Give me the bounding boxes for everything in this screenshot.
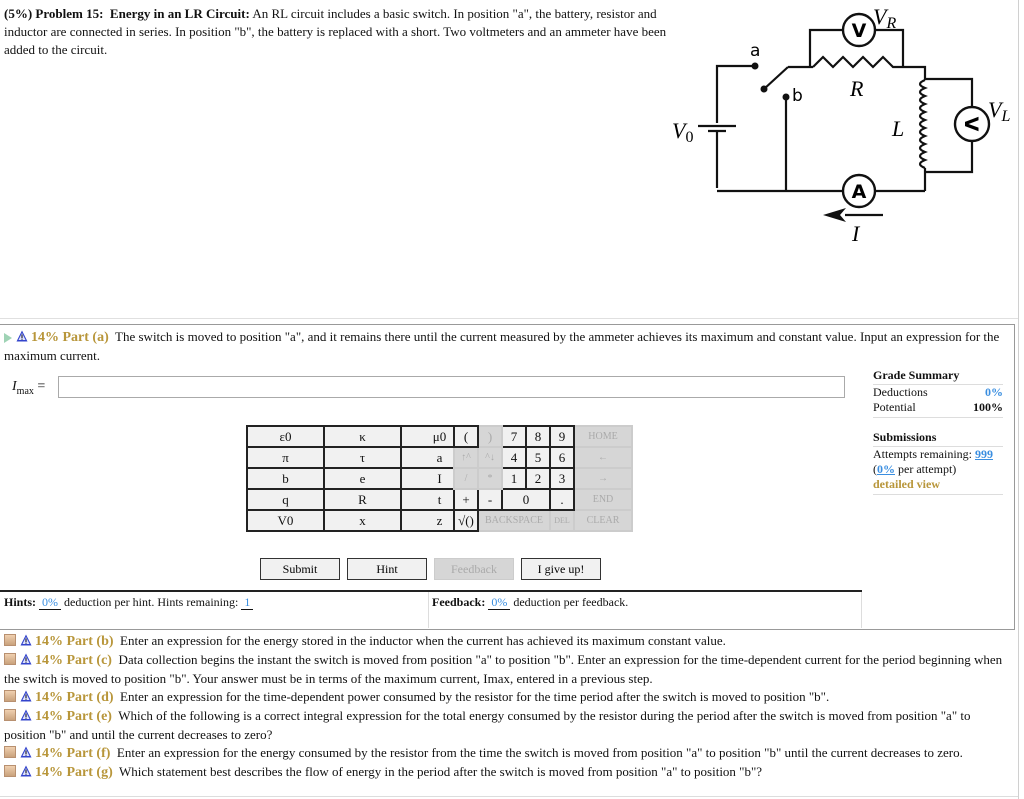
key-i[interactable]: I	[401, 468, 478, 489]
problem-statement	[4, 5, 674, 59]
hint-button[interactable]: Hint	[347, 558, 427, 580]
key-epsilon0[interactable]: ε0	[247, 426, 324, 447]
key-1[interactable]: 1	[502, 468, 526, 489]
part-c[interactable]: 14% Part (c) Data collection begins the instant the switch is moved from position "a" to position "b". Enter an expression for the time-dependent current for the period beginning when the switch is moved to position "b". Your answer must be in terms of the maximum current, Imax, entered in a previous step.	[4, 652, 1003, 686]
part-a-header	[4, 328, 1004, 365]
collapsed-box-icon	[4, 634, 16, 646]
page-scroll-edge	[1018, 0, 1019, 799]
answer-label: $I_{max}$ =	[12, 379, 46, 397]
key-t[interactable]: t	[401, 489, 478, 510]
key-mu0[interactable]: μ0	[401, 426, 478, 447]
attempts-label: Attempts remaining:	[873, 447, 972, 461]
per-attempt-link[interactable]: 0%	[877, 462, 895, 476]
hints-remaining-link[interactable]: 1	[241, 595, 253, 610]
answer-input[interactable]	[58, 376, 845, 398]
key-superscript-down[interactable]: ^↓	[478, 447, 502, 468]
part-g[interactable]: 14% Part (g) Which statement best describes the flow of energy in the period after the switch is moved from position "a" to position "b"?	[4, 763, 1012, 782]
part-e[interactable]: 14% Part (e) Which of the following is a correct integral expression for the total energy consumed by the resistor during the period after the switch is moved from position "a" to position "b" and until the current decreases to zero?	[4, 708, 971, 742]
collapsed-box-icon	[4, 746, 16, 758]
key-pi[interactable]: π	[247, 447, 324, 468]
divider	[0, 318, 1018, 319]
ammeter-icon	[843, 175, 875, 207]
problem-weight: (5%)	[4, 6, 33, 21]
deductions-label: Deductions	[873, 385, 928, 399]
hints-info: Hints: 0% deduction per hint. Hints remaining: 1	[4, 595, 253, 610]
label-l: L	[892, 116, 905, 141]
part-a-text: The switch is moved to position "a", and it remains there until the current measured by the ammeter achieves its maximum and constant value. Input an expression for the maximum current.	[4, 329, 1000, 363]
label-v0: V0	[672, 118, 694, 146]
key-decimal[interactable]: .	[550, 489, 574, 510]
key-b[interactable]: b	[247, 468, 324, 489]
key-0[interactable]: 0	[502, 489, 550, 510]
voltmeter-l-icon	[955, 107, 989, 141]
warning-icon	[20, 709, 32, 721]
key-r[interactable]: R	[324, 489, 401, 510]
terminal-a	[752, 63, 759, 70]
key-del[interactable]: DEL	[550, 510, 574, 531]
part-f[interactable]: 14% Part (f) Enter an expression for the energy consumed by the resistor from the time the switch is moved from position "a" to position "b" until the current decreases to zero.	[4, 744, 1012, 763]
collapsed-box-icon	[4, 690, 16, 702]
variable-keypad	[246, 425, 479, 532]
warning-icon	[20, 765, 32, 777]
warning-icon	[20, 746, 32, 758]
part-b[interactable]: 14% Part (b) Enter an expression for the energy stored in the inductor when the current has achieved its maximum constant value.	[4, 632, 1012, 651]
svg-text:V: V	[851, 20, 867, 42]
submissions-title: Submissions	[873, 430, 1003, 447]
key-kappa[interactable]: κ	[324, 426, 401, 447]
warning-icon	[16, 330, 28, 342]
key-7[interactable]: 7	[502, 426, 526, 447]
action-buttons	[260, 558, 601, 580]
label-a: a	[750, 41, 761, 61]
terminal-b	[783, 94, 790, 101]
switch-pivot	[761, 86, 768, 93]
feedback-info: Feedback: 0% deduction per feedback.	[432, 595, 629, 609]
collapsed-box-icon	[4, 653, 16, 665]
key-clear[interactable]: CLEAR	[574, 510, 632, 531]
label-vr: VR	[873, 4, 897, 32]
key-home[interactable]: HOME	[574, 426, 632, 447]
key-a[interactable]: a	[401, 447, 478, 468]
key-5[interactable]: 5	[526, 447, 550, 468]
svg-text:V: V	[960, 116, 982, 132]
hint-deduction-link[interactable]: 0%	[39, 595, 61, 610]
detailed-view-link[interactable]: detailed view	[873, 477, 940, 491]
key-backspace[interactable]: BACKSPACE	[478, 510, 550, 531]
submit-button[interactable]: Submit	[260, 558, 340, 580]
key-4[interactable]: 4	[502, 447, 526, 468]
key-9[interactable]: 9	[550, 426, 574, 447]
hints-divider	[0, 590, 862, 592]
key-multiply[interactable]: *	[478, 468, 502, 489]
current-arrow-icon	[823, 208, 846, 222]
collapsed-box-icon	[4, 765, 16, 777]
key-sqrt[interactable]: √()	[454, 510, 478, 531]
collapsed-box-icon	[4, 709, 16, 721]
key-6[interactable]: 6	[550, 447, 574, 468]
key-x[interactable]: x	[324, 510, 401, 531]
key-tau[interactable]: τ	[324, 447, 401, 468]
potential-label: Potential	[873, 400, 916, 414]
part-a-percent: 14% Part (a)	[31, 330, 109, 345]
warning-icon	[20, 653, 32, 665]
potential-value: 100%	[973, 400, 1003, 414]
grade-summary: Grade Summary Deductions 0% Potential 100% Submissions Attempts remaining: 999 (0% per attempt) detailed view	[873, 368, 1003, 495]
grade-summary-title: Grade Summary	[873, 368, 1003, 385]
key-end[interactable]: END	[574, 489, 632, 510]
feedback-deduction-link[interactable]: 0%	[488, 595, 510, 610]
key-superscript-up[interactable]: ↑^	[454, 447, 478, 468]
other-parts-list	[4, 632, 1012, 782]
svg-text:A: A	[851, 181, 867, 203]
label-vl: VL	[988, 97, 1011, 125]
key-z[interactable]: z	[401, 510, 478, 531]
key-8[interactable]: 8	[526, 426, 550, 447]
key-divide[interactable]: /	[454, 468, 478, 489]
give-up-button[interactable]: I give up!	[521, 558, 601, 580]
warning-icon	[20, 690, 32, 702]
key-e[interactable]: e	[324, 468, 401, 489]
problem-number: Problem 15:	[35, 6, 104, 21]
circuit-diagram	[660, 0, 1024, 250]
key-close-paren[interactable]: )	[478, 426, 502, 447]
numeric-keypad	[453, 425, 633, 532]
key-3[interactable]: 3	[550, 468, 574, 489]
label-r: R	[850, 76, 864, 101]
problem-title: Energy in an LR Circuit:	[109, 6, 250, 21]
expand-triangle-icon[interactable]	[4, 333, 12, 343]
problem-text: An RL circuit includes a basic switch. In position "a", the battery, resistor and inductor are connected in series. In position "b", the battery is replaced with a short. Two voltmeters and an ammeter have been added to the circuit.	[4, 6, 667, 57]
key-minus[interactable]: -	[478, 489, 502, 510]
attempts-remaining-link[interactable]: 999	[974, 447, 993, 461]
key-2[interactable]: 2	[526, 468, 550, 489]
key-right-arrow[interactable]: →	[574, 468, 632, 489]
feedback-button[interactable]: Feedback	[434, 558, 514, 580]
warning-icon	[20, 634, 32, 646]
key-q[interactable]: q	[247, 489, 324, 510]
part-d[interactable]: 14% Part (d) Enter an expression for the time-dependent power consumed by the resistor for the time period after the switch is moved to position "b".	[4, 688, 1012, 707]
key-left-arrow[interactable]: ←	[574, 447, 632, 468]
key-open-paren[interactable]: (	[454, 426, 478, 447]
key-v0[interactable]: V0	[247, 510, 324, 531]
label-i: I	[852, 221, 860, 246]
voltmeter-r-icon	[843, 14, 875, 46]
deductions-value: 0%	[985, 385, 1003, 399]
key-plus[interactable]: +	[454, 489, 478, 510]
label-b: b	[792, 86, 803, 106]
